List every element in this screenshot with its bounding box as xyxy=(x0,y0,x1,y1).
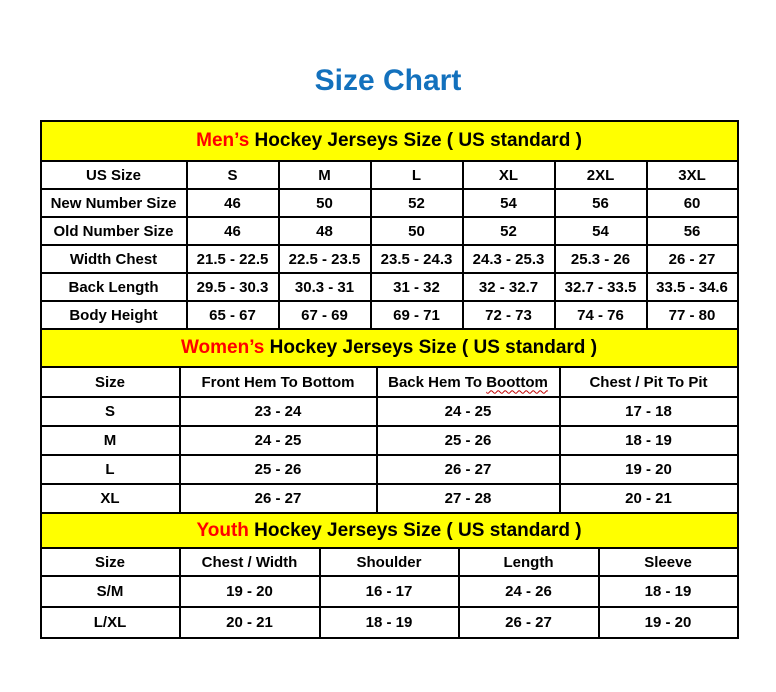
size-cell: 16 - 17 xyxy=(320,576,459,607)
column-header: XL xyxy=(463,161,555,189)
row-label: Width Chest xyxy=(41,245,187,273)
column-header: 2XL xyxy=(555,161,647,189)
size-cell: 20 - 21 xyxy=(560,484,738,513)
size-cell: 54 xyxy=(555,217,647,245)
row-label: L/XL xyxy=(41,607,180,638)
table-row xyxy=(41,301,738,329)
size-cell: 54 xyxy=(463,189,555,217)
section-heading-row xyxy=(41,121,738,161)
heading-rest: Hockey Jerseys Size ( US standard ) xyxy=(249,130,582,151)
size-cell: 60 xyxy=(647,189,738,217)
column-header: Chest / Pit To Pit xyxy=(560,367,738,397)
table-row xyxy=(41,189,738,217)
header-row xyxy=(41,548,738,576)
size-chart-tables xyxy=(40,120,737,639)
size-cell: 32 - 32.7 xyxy=(463,273,555,301)
size-cell: 24 - 25 xyxy=(377,397,560,426)
column-header: Front Hem To Bottom xyxy=(180,367,377,397)
page-title: Size Chart xyxy=(314,64,462,97)
row-label: L xyxy=(41,455,180,484)
table-row xyxy=(41,245,738,273)
size-cell: 52 xyxy=(371,189,463,217)
womens-size-table xyxy=(40,328,739,514)
table-row xyxy=(41,397,738,426)
size-cell: 18 - 19 xyxy=(560,426,738,455)
size-cell: 18 - 19 xyxy=(599,576,738,607)
column-header: M xyxy=(279,161,371,189)
column-header: L xyxy=(371,161,463,189)
heading-accent: Youth xyxy=(196,519,249,541)
size-cell: 24 - 25 xyxy=(180,426,377,455)
row-label: M xyxy=(41,426,180,455)
column-header: Shoulder xyxy=(320,548,459,576)
size-cell: 50 xyxy=(279,189,371,217)
column-header: S xyxy=(187,161,279,189)
size-cell: 26 - 27 xyxy=(180,484,377,513)
heading-rest: Hockey Jerseys Size ( US standard ) xyxy=(248,519,582,541)
table-row xyxy=(41,426,738,455)
heading-rest: Hockey Jerseys Size ( US standard ) xyxy=(264,337,598,358)
row-label: XL xyxy=(41,484,180,513)
row-label: Old Number Size xyxy=(41,217,187,245)
size-cell: 46 xyxy=(187,189,279,217)
header-row xyxy=(41,161,738,189)
size-cell: 22.5 - 23.5 xyxy=(279,245,371,273)
size-cell: 26 - 27 xyxy=(459,607,599,638)
size-cell: 17 - 18 xyxy=(560,397,738,426)
row-label: New Number Size xyxy=(41,189,187,217)
table-row xyxy=(41,273,738,301)
column-header: Sleeve xyxy=(599,548,738,576)
youth-size-table xyxy=(40,512,739,639)
column-header: Length xyxy=(459,548,599,576)
size-cell: 50 xyxy=(371,217,463,245)
size-cell: 23.5 - 24.3 xyxy=(371,245,463,273)
column-header xyxy=(377,367,560,397)
section-heading xyxy=(41,329,738,367)
size-cell: 33.5 - 34.6 xyxy=(647,273,738,301)
size-cell: 19 - 20 xyxy=(599,607,738,638)
section-heading-row xyxy=(41,329,738,367)
column-header-text: Back Hem To xyxy=(388,373,487,391)
size-cell: 18 - 19 xyxy=(320,607,459,638)
size-cell: 74 - 76 xyxy=(555,301,647,329)
size-cell: 26 - 27 xyxy=(377,455,560,484)
size-cell: 30.3 - 31 xyxy=(279,273,371,301)
table-row xyxy=(41,455,738,484)
section-heading-row xyxy=(41,513,738,548)
size-cell: 67 - 69 xyxy=(279,301,371,329)
table-row xyxy=(41,576,738,607)
heading-accent: Women’s xyxy=(180,337,265,358)
table-row xyxy=(41,484,738,513)
size-cell: 29.5 - 30.3 xyxy=(187,273,279,301)
heading-accent: Men’s xyxy=(196,130,250,151)
column-header: Size xyxy=(41,548,180,576)
size-cell: 77 - 80 xyxy=(647,301,738,329)
misspelled-word: Boottom xyxy=(486,373,548,391)
size-cell: 27 - 28 xyxy=(377,484,560,513)
size-cell: 52 xyxy=(463,217,555,245)
size-cell: 48 xyxy=(279,217,371,245)
size-cell: 32.7 - 33.5 xyxy=(555,273,647,301)
size-cell: 25.3 - 26 xyxy=(555,245,647,273)
section-heading xyxy=(41,513,738,548)
size-cell: 56 xyxy=(647,217,738,245)
header-row xyxy=(41,367,738,397)
size-cell: 72 - 73 xyxy=(463,301,555,329)
row-label: Body Height xyxy=(41,301,187,329)
row-label: S xyxy=(41,397,180,426)
size-cell: 19 - 20 xyxy=(560,455,738,484)
size-cell: 69 - 71 xyxy=(371,301,463,329)
section-heading xyxy=(41,121,738,161)
size-cell: 56 xyxy=(555,189,647,217)
row-label: S/M xyxy=(41,576,180,607)
size-cell: 23 - 24 xyxy=(180,397,377,426)
column-header: Size xyxy=(41,367,180,397)
mens-size-table xyxy=(40,120,739,330)
row-label: Back Length xyxy=(41,273,187,301)
size-cell: 24 - 26 xyxy=(459,576,599,607)
size-cell: 24.3 - 25.3 xyxy=(463,245,555,273)
size-cell: 46 xyxy=(187,217,279,245)
size-cell: 19 - 20 xyxy=(180,576,320,607)
column-header: 3XL xyxy=(647,161,738,189)
size-cell: 31 - 32 xyxy=(371,273,463,301)
size-cell: 25 - 26 xyxy=(180,455,377,484)
size-cell: 20 - 21 xyxy=(180,607,320,638)
size-cell: 25 - 26 xyxy=(377,426,560,455)
size-cell: 26 - 27 xyxy=(647,245,738,273)
column-header: Chest / Width xyxy=(180,548,320,576)
table-row xyxy=(41,607,738,638)
column-header: US Size xyxy=(41,161,187,189)
size-cell: 21.5 - 22.5 xyxy=(187,245,279,273)
table-row xyxy=(41,217,738,245)
size-cell: 65 - 67 xyxy=(187,301,279,329)
